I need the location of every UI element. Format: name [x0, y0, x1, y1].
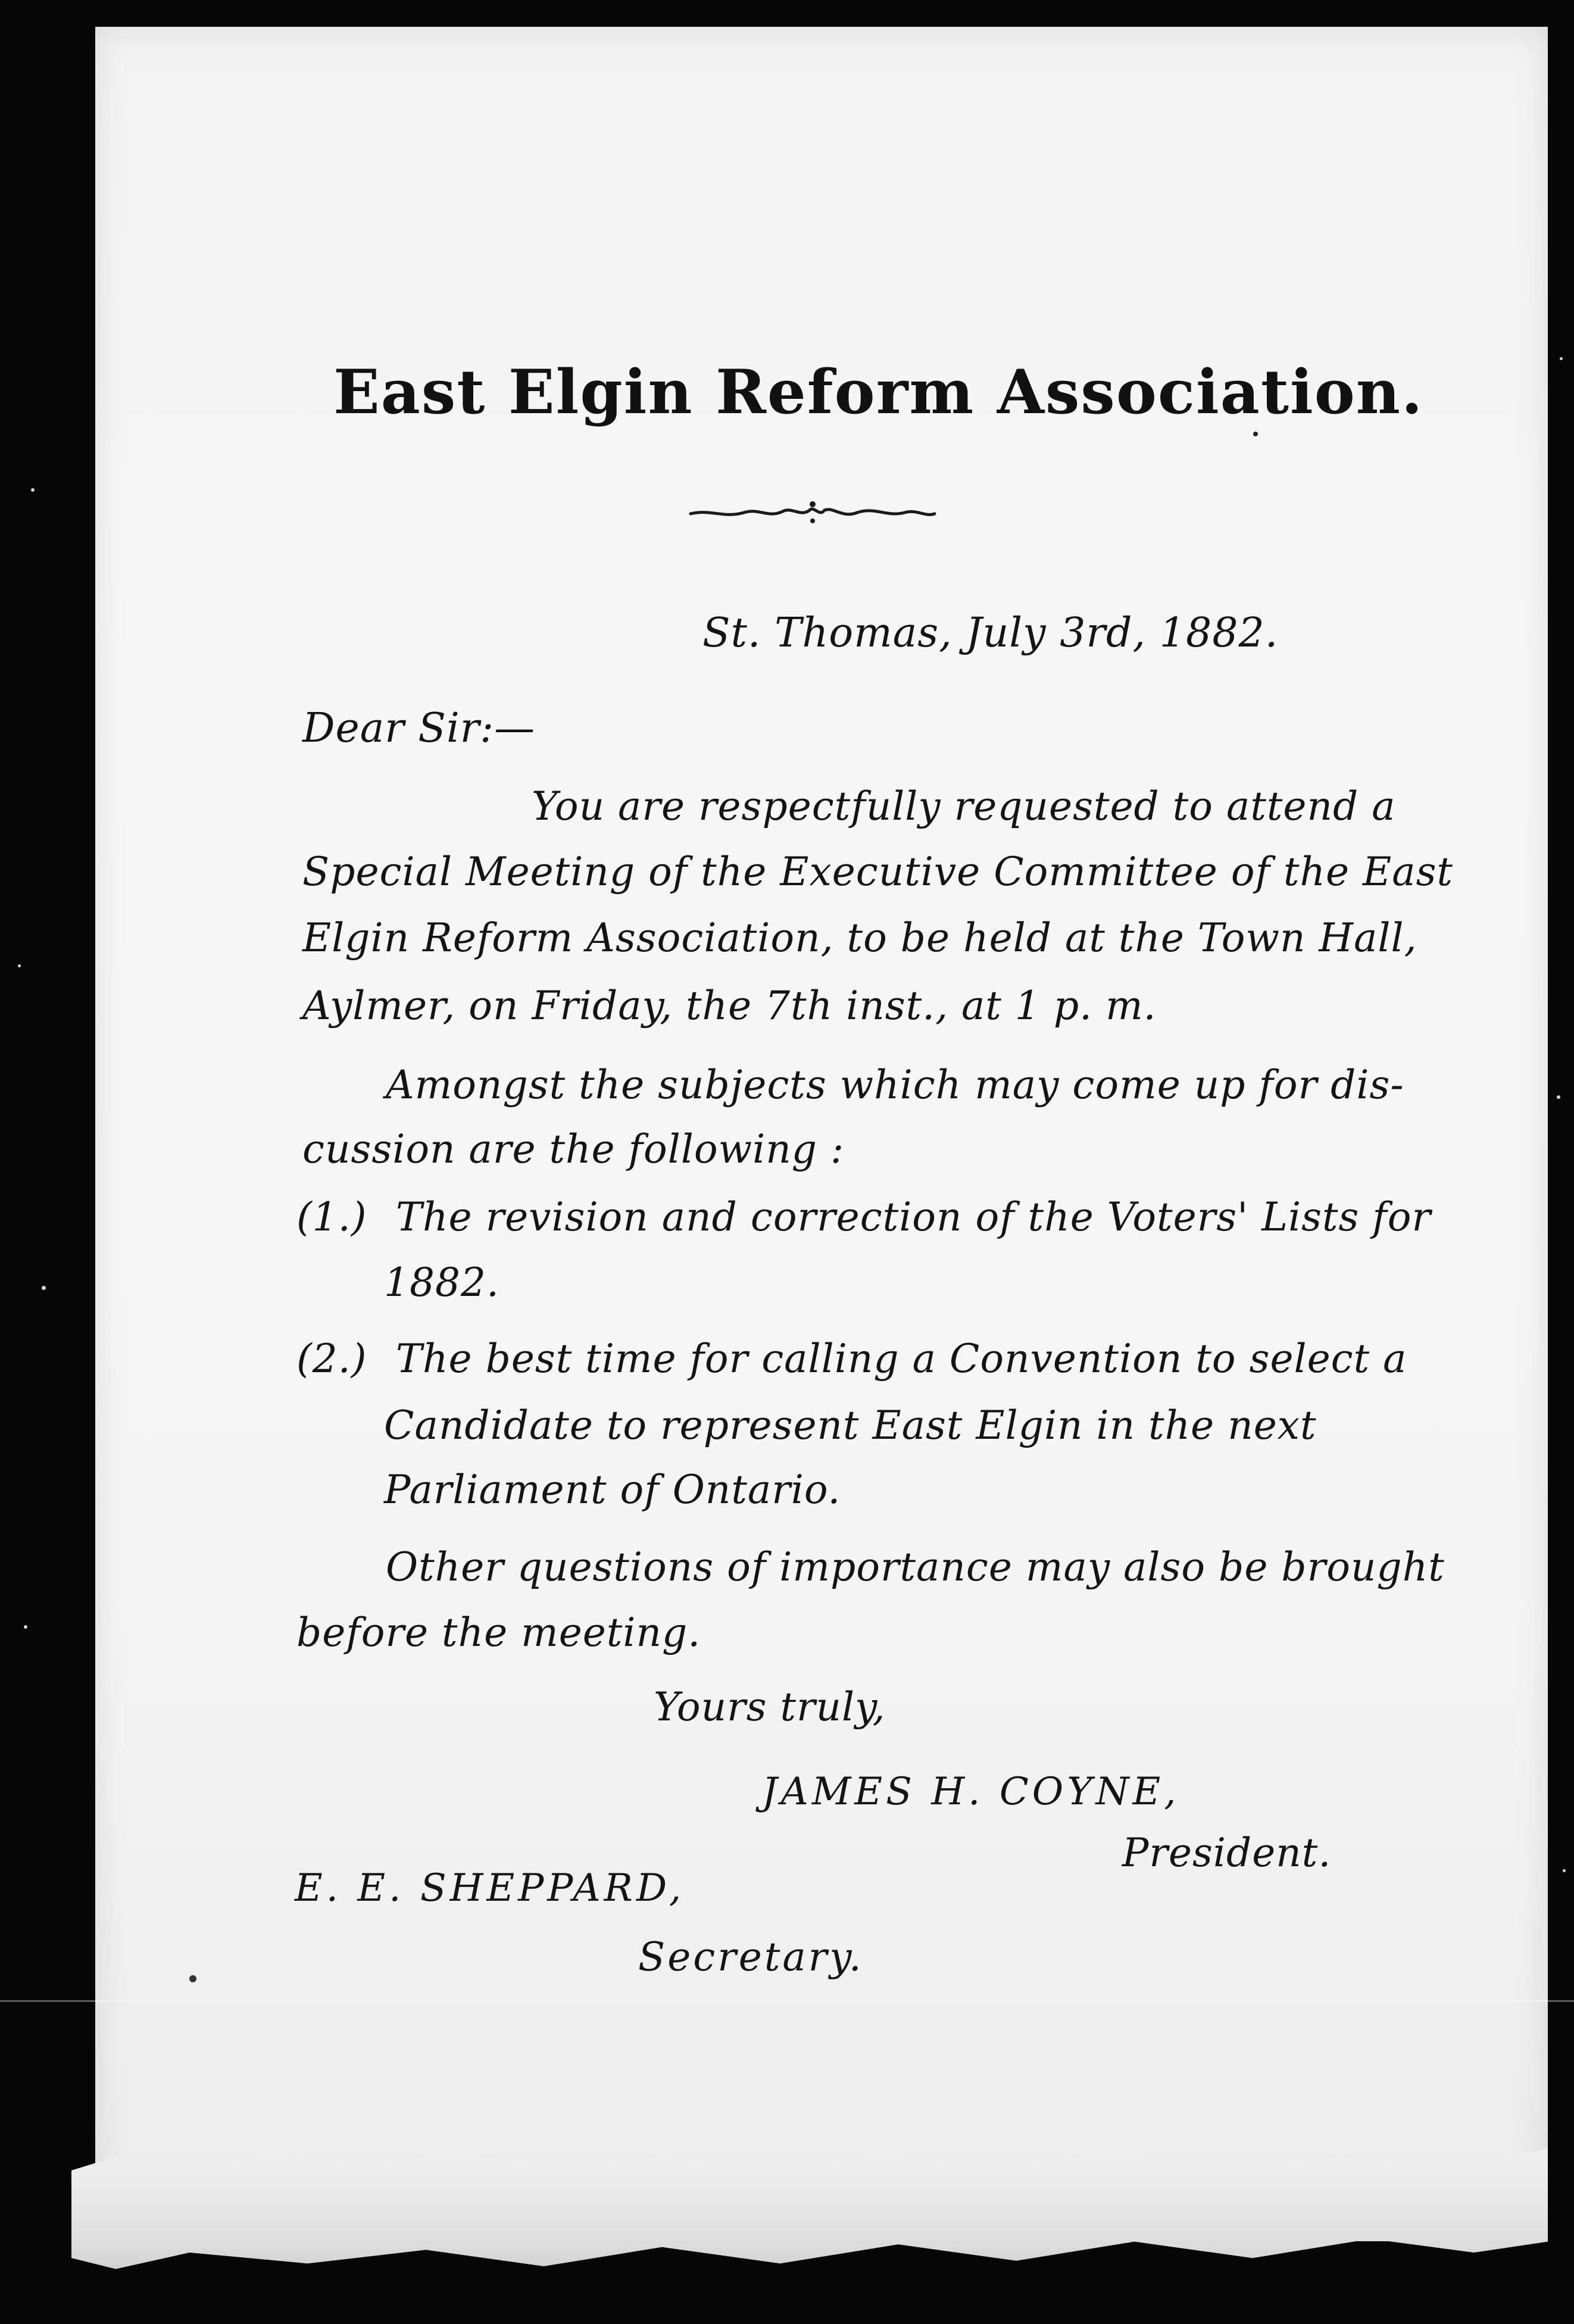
heading-area — [333, 0, 1424, 476]
paragraph2-line: cussion are the following : — [302, 1126, 845, 1172]
dust-speck — [42, 1286, 46, 1290]
scan-fold-line — [0, 2000, 1574, 2002]
paragraph1-line: Special Meeting of the Executive Committee of the East — [302, 849, 1453, 895]
paragraph1-line: You are respectfully requested to attend a — [532, 783, 1396, 829]
item-number: (1.) — [296, 1194, 367, 1240]
item-number: (2.) — [296, 1336, 367, 1382]
dust-speck — [18, 964, 21, 967]
item-line: Candidate to represent East Elgin in the next — [384, 1402, 1317, 1448]
paragraph3-line: before the meeting. — [296, 1610, 701, 1655]
place-and-date: St. Thomas, July 3rd, 1882. — [702, 610, 1279, 657]
closing: Yours truly, — [654, 1684, 886, 1730]
signer-secretary-title: Secretary. — [638, 1934, 864, 1980]
paragraph1-line: Aylmer, on Friday, the 7th inst., at 1 p. m. — [302, 983, 1157, 1029]
signer-president-title: President. — [1122, 1830, 1332, 1876]
signer-secretary-name: E. E. SHEPPARD, — [295, 1866, 685, 1910]
item-line: The revision and correction of the Voters' Lists for — [396, 1194, 1432, 1240]
paragraph3-line: Other questions of importance may also be brought — [386, 1544, 1445, 1590]
item-line: The best time for calling a Convention to select a — [396, 1336, 1407, 1382]
dust-speck — [24, 1625, 27, 1629]
salutation: Dear Sir:— — [302, 705, 536, 752]
ink-spot — [1253, 432, 1258, 436]
dust-speck — [1563, 1869, 1566, 1872]
dust-speck — [1560, 357, 1563, 360]
dust-speck — [1557, 1095, 1560, 1099]
item-line: 1882. — [384, 1260, 499, 1305]
item-line: Parliament of Ontario. — [384, 1467, 841, 1513]
paragraph2-line: Amongst the subjects which may come up for dis- — [386, 1062, 1404, 1108]
letter-heading: East Elgin Reform Association. — [333, 357, 1424, 428]
ink-spot — [189, 1975, 196, 1982]
paragraph1-line: Elgin Reform Association, to be held at the Town Hall, — [302, 915, 1417, 961]
dust-speck — [31, 488, 35, 492]
ornament-flourish-icon — [688, 497, 938, 527]
signer-president-name: JAMES H. COYNE, — [762, 1770, 1180, 1814]
